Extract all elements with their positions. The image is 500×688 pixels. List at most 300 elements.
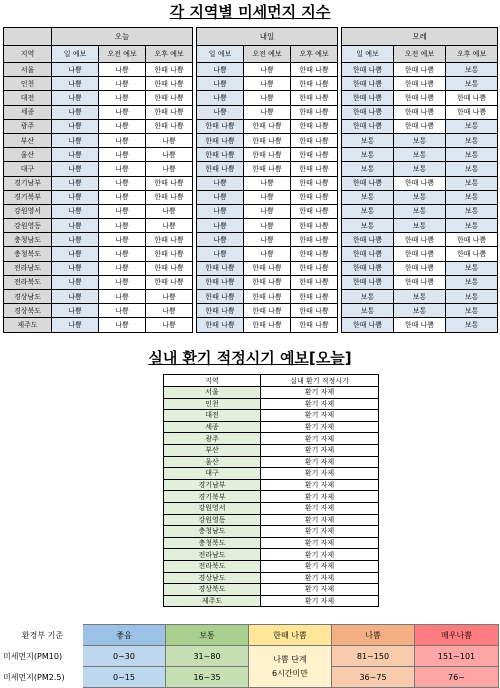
forecast-cell: 나쁨 xyxy=(52,162,99,176)
forecast-cell: 나쁨 xyxy=(52,275,99,289)
corner-cell xyxy=(4,28,52,46)
forecast-cell: 나쁨 xyxy=(52,77,99,91)
forecast-cell: 나쁨 xyxy=(52,63,99,77)
forecast-cell: 한때 나쁨 xyxy=(244,290,291,304)
table-row xyxy=(4,148,498,162)
forecast-cell: 한때 나쁨 xyxy=(146,176,193,190)
forecast-cell: 한때 나쁨 xyxy=(197,119,244,133)
forecast-cell: 나쁨 xyxy=(52,233,99,247)
forecast-cell: 보통 xyxy=(394,133,446,147)
table-row xyxy=(164,421,379,433)
table-row xyxy=(164,456,379,468)
dust-forecast-table xyxy=(3,27,498,333)
forecast-cell: 나쁨 xyxy=(146,148,193,162)
table-row xyxy=(164,444,379,456)
forecast-cell: 한때 나쁨 xyxy=(146,119,193,133)
legend-note-line2: 6시간미만 xyxy=(271,668,308,678)
forecast-cell: 나쁨 xyxy=(52,176,99,190)
forecast-cell: 보통 xyxy=(446,290,498,304)
forecast-cell: 한때 나쁨 xyxy=(244,261,291,275)
vent-value-cell: 환기 자제 xyxy=(261,595,379,607)
forecast-cell: 나쁨 xyxy=(52,105,99,119)
forecast-cell: 한때 나쁨 xyxy=(291,105,338,119)
forecast-cell: 나쁨 xyxy=(244,105,291,119)
dust-forecast-body xyxy=(4,63,498,333)
forecast-cell: 한때 나쁨 xyxy=(291,261,338,275)
forecast-cell: 나쁨 xyxy=(244,247,291,261)
table-row xyxy=(4,176,498,190)
forecast-cell: 한때 나쁨 xyxy=(394,91,446,105)
forecast-cell: 보통 xyxy=(446,318,498,332)
forecast-header-pm: 오후 예보 xyxy=(446,46,498,63)
forecast-cell: 한때 나쁨 xyxy=(446,233,498,247)
legend-pm25-very-bad: 76~ xyxy=(415,667,499,688)
forecast-cell: 보통 xyxy=(394,162,446,176)
forecast-cell: 보통 xyxy=(446,148,498,162)
forecast-cell: 한때 나쁨 xyxy=(342,318,394,332)
legend-pm10-very-bad: 151~101 xyxy=(415,646,499,667)
forecast-cell: 한때 나쁨 xyxy=(291,304,338,318)
table-row xyxy=(164,433,379,445)
vent-region-cell: 충청남도 xyxy=(164,526,261,538)
main-title: 각 지역별 미세먼지 지수 xyxy=(169,3,331,21)
forecast-cell: 한때 나쁨 xyxy=(394,176,446,190)
forecast-cell: 나쁨 xyxy=(99,119,146,133)
table-row xyxy=(4,91,498,105)
vent-value-cell: 환기 자제 xyxy=(261,468,379,480)
forecast-cell: 한때 나쁨 xyxy=(197,318,244,332)
forecast-cell: 보통 xyxy=(394,190,446,204)
forecast-cell: 보통 xyxy=(394,148,446,162)
table-row xyxy=(164,398,379,410)
forecast-header-row xyxy=(4,46,498,63)
forecast-cell: 한때 나쁨 xyxy=(291,275,338,289)
table-row xyxy=(4,233,498,247)
forecast-cell: 한때 나쁨 xyxy=(291,91,338,105)
forecast-cell: 한때 나쁨 xyxy=(394,275,446,289)
day-header-row xyxy=(4,28,498,46)
forecast-cell: 한때 나쁨 xyxy=(291,63,338,77)
forecast-header-am: 오전 예보 xyxy=(394,46,446,63)
forecast-cell: 한때 나쁨 xyxy=(197,261,244,275)
forecast-cell: 나쁨 xyxy=(52,91,99,105)
vent-value-cell: 환기 자제 xyxy=(261,572,379,584)
forecast-cell: 한때 나쁨 xyxy=(394,63,446,77)
forecast-header-daily: 일 예보 xyxy=(342,46,394,63)
forecast-cell: 보통 xyxy=(446,304,498,318)
day-header-tomorrow: 내일 xyxy=(197,28,338,46)
forecast-cell: 보통 xyxy=(446,119,498,133)
forecast-cell: 나쁨 xyxy=(52,119,99,133)
vent-region-cell: 경기북부 xyxy=(164,491,261,503)
forecast-cell: 보통 xyxy=(446,261,498,275)
forecast-cell: 한때 나쁨 xyxy=(146,77,193,91)
forecast-header-daily: 일 예보 xyxy=(197,46,244,63)
forecast-cell: 나쁨 xyxy=(146,219,193,233)
forecast-cell: 나쁨 xyxy=(197,105,244,119)
forecast-header-daily: 일 예보 xyxy=(52,46,99,63)
table-row xyxy=(164,468,379,480)
region-cell: 세종 xyxy=(4,105,52,119)
forecast-cell: 나쁨 xyxy=(244,77,291,91)
forecast-cell: 나쁨 xyxy=(99,318,146,332)
forecast-cell: 한때 나쁨 xyxy=(342,119,394,133)
vent-value-cell: 환기 자제 xyxy=(261,433,379,445)
forecast-cell: 나쁨 xyxy=(99,63,146,77)
region-cell: 인천 xyxy=(4,77,52,91)
legend-level-very-bad: 매우나쁨 xyxy=(415,625,499,646)
forecast-cell: 나쁨 xyxy=(52,133,99,147)
forecast-cell: 한때 나쁨 xyxy=(291,176,338,190)
forecast-cell: 한때 나쁨 xyxy=(291,204,338,218)
legend-level-normal: 보통 xyxy=(166,625,249,646)
forecast-cell: 나쁨 xyxy=(146,304,193,318)
table-row xyxy=(4,304,498,318)
vent-region-cell: 서울 xyxy=(164,387,261,399)
vent-value-cell: 환기 자제 xyxy=(261,514,379,526)
legend-pm10-normal: 31~80 xyxy=(166,646,249,667)
legend-pm25-normal: 16~35 xyxy=(166,667,249,688)
table-row xyxy=(164,410,379,422)
table-row xyxy=(164,572,379,584)
forecast-cell: 보통 xyxy=(394,219,446,233)
table-row xyxy=(4,133,498,147)
vent-title: 실내 환기 적정시기 예보[오늘] xyxy=(148,349,352,367)
forecast-cell: 한때 나쁨 xyxy=(146,63,193,77)
region-cell: 서울 xyxy=(4,63,52,77)
region-cell: 제주도 xyxy=(4,318,52,332)
forecast-cell: 한때 나쁨 xyxy=(244,148,291,162)
forecast-cell: 나쁨 xyxy=(197,91,244,105)
forecast-cell: 나쁨 xyxy=(99,290,146,304)
vent-region-cell: 울산 xyxy=(164,456,261,468)
forecast-cell: 보통 xyxy=(446,162,498,176)
table-row xyxy=(4,119,498,133)
forecast-cell: 나쁨 xyxy=(197,77,244,91)
forecast-cell: 나쁨 xyxy=(99,105,146,119)
table-row xyxy=(4,77,498,91)
forecast-cell: 나쁨 xyxy=(146,318,193,332)
forecast-cell: 보통 xyxy=(446,190,498,204)
forecast-cell: 한때 나쁨 xyxy=(394,247,446,261)
forecast-cell: 한때 나쁨 xyxy=(342,63,394,77)
forecast-cell: 한때 나쁨 xyxy=(197,162,244,176)
forecast-cell: 한때 나쁨 xyxy=(291,233,338,247)
forecast-cell: 보통 xyxy=(446,275,498,289)
region-cell: 부산 xyxy=(4,133,52,147)
vent-region-cell: 강원영동 xyxy=(164,514,261,526)
ventilation-body xyxy=(164,387,379,607)
forecast-cell: 나쁨 xyxy=(244,91,291,105)
forecast-cell: 나쁨 xyxy=(146,290,193,304)
table-row xyxy=(164,502,379,514)
legend-pm25-bad: 36~75 xyxy=(332,667,415,688)
forecast-cell: 한때 나쁨 xyxy=(197,304,244,318)
forecast-cell: 한때 나쁨 xyxy=(244,119,291,133)
table-row xyxy=(164,595,379,607)
vent-value-cell: 환기 자제 xyxy=(261,549,379,561)
table-row xyxy=(4,162,498,176)
forecast-cell: 한때 나쁨 xyxy=(342,105,394,119)
forecast-cell: 나쁨 xyxy=(197,233,244,247)
vent-region-cell: 제주도 xyxy=(164,595,261,607)
region-cell: 대구 xyxy=(4,162,52,176)
ventilation-header-row xyxy=(164,375,379,387)
forecast-cell: 나쁨 xyxy=(99,275,146,289)
region-cell: 강원영서 xyxy=(4,204,52,218)
table-row xyxy=(164,514,379,526)
table-row xyxy=(4,105,498,119)
forecast-cell: 나쁨 xyxy=(197,190,244,204)
vent-region-cell: 강원영서 xyxy=(164,502,261,514)
forecast-cell: 보통 xyxy=(342,204,394,218)
forecast-cell: 나쁨 xyxy=(244,63,291,77)
forecast-cell: 한때 나쁨 xyxy=(244,318,291,332)
forecast-cell: 한때 나쁨 xyxy=(342,77,394,91)
vent-value-cell: 환기 자제 xyxy=(261,410,379,422)
forecast-cell: 보통 xyxy=(342,133,394,147)
forecast-cell: 나쁨 xyxy=(52,261,99,275)
forecast-cell: 나쁨 xyxy=(99,233,146,247)
forecast-cell: 한때 나쁨 xyxy=(291,318,338,332)
vent-value-cell: 환기 자제 xyxy=(261,537,379,549)
forecast-cell: 보통 xyxy=(394,290,446,304)
forecast-cell: 한때 나쁨 xyxy=(197,275,244,289)
forecast-cell: 보통 xyxy=(342,148,394,162)
forecast-cell: 한때 나쁨 xyxy=(146,233,193,247)
table-row xyxy=(164,526,379,538)
vent-value-cell: 환기 자제 xyxy=(261,479,379,491)
table-row xyxy=(4,190,498,204)
forecast-cell: 나쁨 xyxy=(244,204,291,218)
forecast-cell: 나쁨 xyxy=(99,91,146,105)
forecast-cell: 보통 xyxy=(342,190,394,204)
forecast-cell: 한때 나쁨 xyxy=(244,133,291,147)
vent-region-cell: 경상남도 xyxy=(164,572,261,584)
forecast-cell: 나쁨 xyxy=(244,233,291,247)
forecast-cell: 나쁨 xyxy=(52,318,99,332)
region-cell: 경기북부 xyxy=(4,190,52,204)
legend-table xyxy=(2,624,499,688)
vent-region-cell: 대전 xyxy=(164,410,261,422)
day-header-today: 오늘 xyxy=(52,28,193,46)
forecast-cell: 보통 xyxy=(342,162,394,176)
forecast-header-am: 오전 예보 xyxy=(99,46,146,63)
forecast-cell: 한때 나쁨 xyxy=(146,275,193,289)
legend-pm10-good: 0~30 xyxy=(83,646,166,667)
forecast-header-pm: 오후 예보 xyxy=(146,46,193,63)
vent-value-cell: 환기 자제 xyxy=(261,456,379,468)
forecast-cell: 한때 나쁨 xyxy=(291,133,338,147)
table-row xyxy=(164,491,379,503)
forecast-cell: 나쁨 xyxy=(244,219,291,233)
forecast-cell: 한때 나쁨 xyxy=(146,105,193,119)
forecast-cell: 보통 xyxy=(342,219,394,233)
vent-value-cell: 환기 자제 xyxy=(261,560,379,572)
table-row xyxy=(164,584,379,596)
vent-region-cell: 전라남도 xyxy=(164,549,261,561)
forecast-cell: 한때 나쁨 xyxy=(197,290,244,304)
forecast-cell: 나쁨 xyxy=(99,219,146,233)
vent-region-cell: 대구 xyxy=(164,468,261,480)
forecast-cell: 나쁨 xyxy=(197,204,244,218)
region-header: 지역 xyxy=(4,46,52,63)
vent-region-cell: 인천 xyxy=(164,398,261,410)
vent-value-cell: 환기 자제 xyxy=(261,398,379,410)
forecast-cell: 한때 나쁨 xyxy=(146,190,193,204)
forecast-cell: 한때 나쁨 xyxy=(394,233,446,247)
forecast-cell: 나쁨 xyxy=(99,190,146,204)
forecast-cell: 나쁨 xyxy=(52,204,99,218)
forecast-cell: 나쁨 xyxy=(244,176,291,190)
vent-region-cell: 부산 xyxy=(164,444,261,456)
vent-region-cell: 경기남부 xyxy=(164,479,261,491)
forecast-cell: 한때 나쁨 xyxy=(342,247,394,261)
forecast-cell: 보통 xyxy=(394,204,446,218)
day-header-dayafter: 모레 xyxy=(342,28,498,46)
vent-header-region: 지역 xyxy=(164,375,261,387)
forecast-cell: 보통 xyxy=(394,304,446,318)
region-cell: 경상북도 xyxy=(4,304,52,318)
forecast-cell: 한때 나쁨 xyxy=(244,162,291,176)
forecast-cell: 나쁨 xyxy=(52,148,99,162)
forecast-cell: 나쁨 xyxy=(197,63,244,77)
vent-value-cell: 환기 자제 xyxy=(261,421,379,433)
table-row xyxy=(164,387,379,399)
vent-value-cell: 환기 자제 xyxy=(261,491,379,503)
forecast-cell: 보통 xyxy=(446,63,498,77)
forecast-cell: 나쁨 xyxy=(99,261,146,275)
forecast-cell: 보통 xyxy=(446,219,498,233)
forecast-cell: 나쁨 xyxy=(52,304,99,318)
forecast-cell: 한때 나쁨 xyxy=(394,105,446,119)
forecast-cell: 나쁨 xyxy=(99,162,146,176)
forecast-cell: 보통 xyxy=(342,304,394,318)
legend-standard-label: 환경부 기준 xyxy=(3,625,83,646)
forecast-cell: 나쁨 xyxy=(146,162,193,176)
table-row xyxy=(4,204,498,218)
forecast-cell: 나쁨 xyxy=(197,176,244,190)
legend-pm25-good: 0~15 xyxy=(83,667,166,688)
region-cell: 경상남도 xyxy=(4,290,52,304)
forecast-cell: 한때 나쁨 xyxy=(342,176,394,190)
table-row xyxy=(4,247,498,261)
forecast-cell: 한때 나쁨 xyxy=(446,91,498,105)
forecast-cell: 나쁨 xyxy=(52,190,99,204)
forecast-cell: 한때 나쁨 xyxy=(291,290,338,304)
forecast-cell: 한때 나쁨 xyxy=(342,91,394,105)
forecast-cell: 한때 나쁨 xyxy=(342,275,394,289)
forecast-cell: 한때 나쁨 xyxy=(244,275,291,289)
forecast-cell: 한때 나쁨 xyxy=(394,77,446,91)
forecast-cell: 보통 xyxy=(446,133,498,147)
forecast-cell: 나쁨 xyxy=(52,290,99,304)
forecast-cell: 한때 나쁨 xyxy=(394,261,446,275)
legend-note-line1: 나쁨 단계 xyxy=(273,654,307,664)
vent-region-cell: 충청북도 xyxy=(164,537,261,549)
forecast-cell: 한때 나쁨 xyxy=(197,133,244,147)
vent-header-timing: 실내 환기 적정시기 xyxy=(261,375,379,387)
forecast-cell: 나쁨 xyxy=(99,133,146,147)
vent-value-cell: 환기 자제 xyxy=(261,584,379,596)
forecast-cell: 나쁨 xyxy=(99,304,146,318)
forecast-cell: 한때 나쁨 xyxy=(291,119,338,133)
vent-region-cell: 세종 xyxy=(164,421,261,433)
legend-pm10-row xyxy=(3,646,499,667)
forecast-cell: 한때 나쁨 xyxy=(446,105,498,119)
forecast-cell: 나쁨 xyxy=(99,247,146,261)
vent-value-cell: 환기 자제 xyxy=(261,526,379,538)
forecast-cell: 나쁨 xyxy=(99,77,146,91)
forecast-header-pm: 오후 예보 xyxy=(291,46,338,63)
forecast-cell: 나쁨 xyxy=(197,247,244,261)
forecast-cell: 한때 나쁨 xyxy=(146,247,193,261)
legend-pm10-label: 미세먼지(PM10) xyxy=(3,646,83,667)
forecast-cell: 한때 나쁨 xyxy=(291,219,338,233)
forecast-cell: 나쁨 xyxy=(146,204,193,218)
legend-level-bad: 나쁨 xyxy=(332,625,415,646)
legend-level-sometimes-bad: 한때 나쁨 xyxy=(249,625,332,646)
forecast-cell: 한때 나쁨 xyxy=(197,148,244,162)
forecast-cell: 나쁨 xyxy=(52,219,99,233)
region-cell: 강원영동 xyxy=(4,219,52,233)
legend-header-row xyxy=(3,625,499,646)
vent-value-cell: 환기 자제 xyxy=(261,502,379,514)
vent-value-cell: 환기 자제 xyxy=(261,387,379,399)
region-cell: 전라남도 xyxy=(4,261,52,275)
forecast-cell: 한때 나쁨 xyxy=(291,247,338,261)
table-row xyxy=(4,261,498,275)
legend-level-good: 좋음 xyxy=(83,625,166,646)
forecast-cell: 한때 나쁨 xyxy=(394,119,446,133)
legend-pm25-label: 미세먼지(PM2.5) xyxy=(3,667,83,688)
vent-region-cell: 광주 xyxy=(164,433,261,445)
region-cell: 광주 xyxy=(4,119,52,133)
region-cell: 경기남부 xyxy=(4,176,52,190)
region-cell: 대전 xyxy=(4,91,52,105)
forecast-cell: 보통 xyxy=(446,204,498,218)
forecast-cell: 나쁨 xyxy=(99,148,146,162)
vent-region-cell: 경상북도 xyxy=(164,584,261,596)
table-row xyxy=(4,219,498,233)
forecast-cell: 한때 나쁨 xyxy=(342,233,394,247)
forecast-cell: 한때 나쁨 xyxy=(291,162,338,176)
region-cell: 울산 xyxy=(4,148,52,162)
region-cell: 충청북도 xyxy=(4,247,52,261)
forecast-cell: 한때 나쁨 xyxy=(446,247,498,261)
forecast-cell: 한때 나쁨 xyxy=(291,148,338,162)
table-row xyxy=(164,479,379,491)
table-row xyxy=(164,537,379,549)
forecast-cell: 한때 나쁨 xyxy=(291,77,338,91)
table-row xyxy=(164,549,379,561)
forecast-cell: 나쁨 xyxy=(197,219,244,233)
forecast-header-am: 오전 예보 xyxy=(244,46,291,63)
forecast-cell: 한때 나쁨 xyxy=(291,190,338,204)
forecast-cell: 나쁨 xyxy=(52,247,99,261)
forecast-cell: 보통 xyxy=(446,77,498,91)
forecast-cell: 나쁨 xyxy=(244,190,291,204)
table-row xyxy=(164,560,379,572)
forecast-cell: 보통 xyxy=(446,176,498,190)
forecast-cell: 보통 xyxy=(342,290,394,304)
region-cell: 전라북도 xyxy=(4,275,52,289)
table-row xyxy=(4,275,498,289)
forecast-cell: 한때 나쁨 xyxy=(244,304,291,318)
forecast-cell: 나쁨 xyxy=(99,204,146,218)
forecast-cell: 나쁨 xyxy=(146,133,193,147)
legend-pm10-bad: 81~150 xyxy=(332,646,415,667)
